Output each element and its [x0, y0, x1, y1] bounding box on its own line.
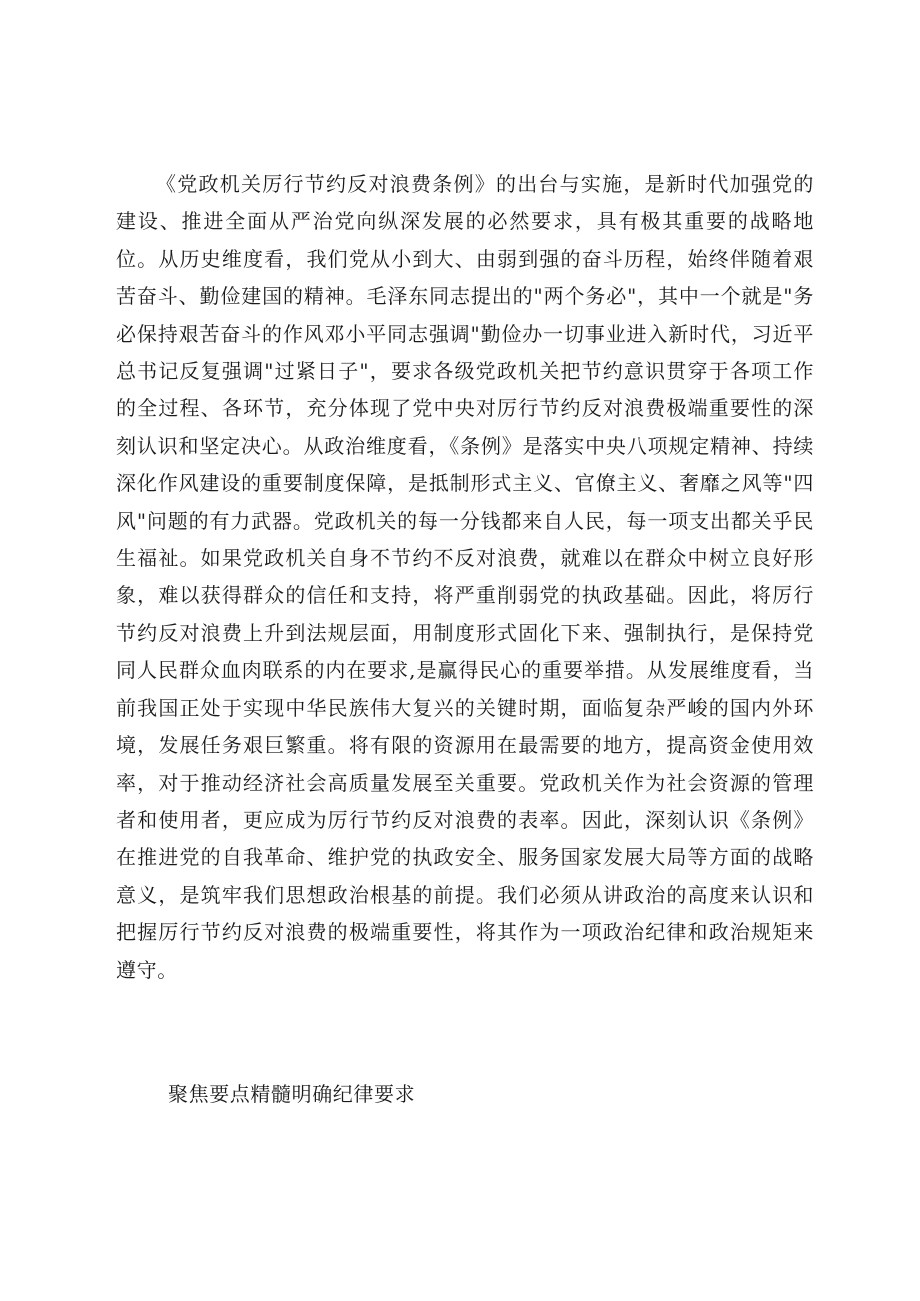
section-heading: 聚焦要点精髓明确纪律要求: [168, 1082, 416, 1106]
body-paragraph: 《党政机关厉行节约反对浪费条例》的出台与实施，是新时代加强党的建设、推进全面从严治党向纵深发展的必然要求，具有极其重要的战略地位。从历史维度看，我们党从小到大、由弱到强的奋斗历程，始终伴随着艰苦奋斗、勤俭建国的精神。毛泽东同志提出的"两个务必"，其中一个就是"务必保持艰苦奋斗的作风邓小平同志强调"勤俭办一切事业进入新时代，习近平总书记反复强调"过紧日子"，要求各级党政机关把节约意识贯穿于各项工作的全过程、各环节，充分体现了党中央对厉行节约反对浪费极端重要性的深刻认识和坚定决心。从政治维度看，《条例》是落实中央八项规定精神、持续深化作风建设的重要制度保障，是抵制形式主义、官僚主义、奢靡之风等"四风"问题的有力武器。党政机关的每一分钱都来自人民，每一项支出都关乎民生福祉。如果党政机关自身不节约不反对浪费，就难以在群众中树立良好形象，难以获得群众的信任和支持，将严重削弱党的执政基础。因此，将厉行节约反对浪费上升到法规层面，用制度形式固化下来、强制执行，是保持党同人民群众血肉联系的内在要求,是赢得民心的重要举措。从发展维度看，当前我国正处于实现中华民族伟大复兴的关键时期，面临复杂严峻的国内外环境，发展任务艰巨繁重。将有限的资源用在最需要的地方，提高资金使用效率，对于推动经济社会高质量发展至关重要。党政机关作为社会资源的管理者和使用者，更应成为厉行节约反对浪费的表率。因此，深刻认识《条例》在推进党的自我革命、维护党的执政安全、服务国家发展大局等方面的战略意义，是筑牢我们思想政治根基的前提。我们必须从讲政治的高度来认识和把握厉行节约反对浪费的极端重要性，将其作为一项政治纪律和政治规矩来遵守。: [116, 172, 814, 982]
